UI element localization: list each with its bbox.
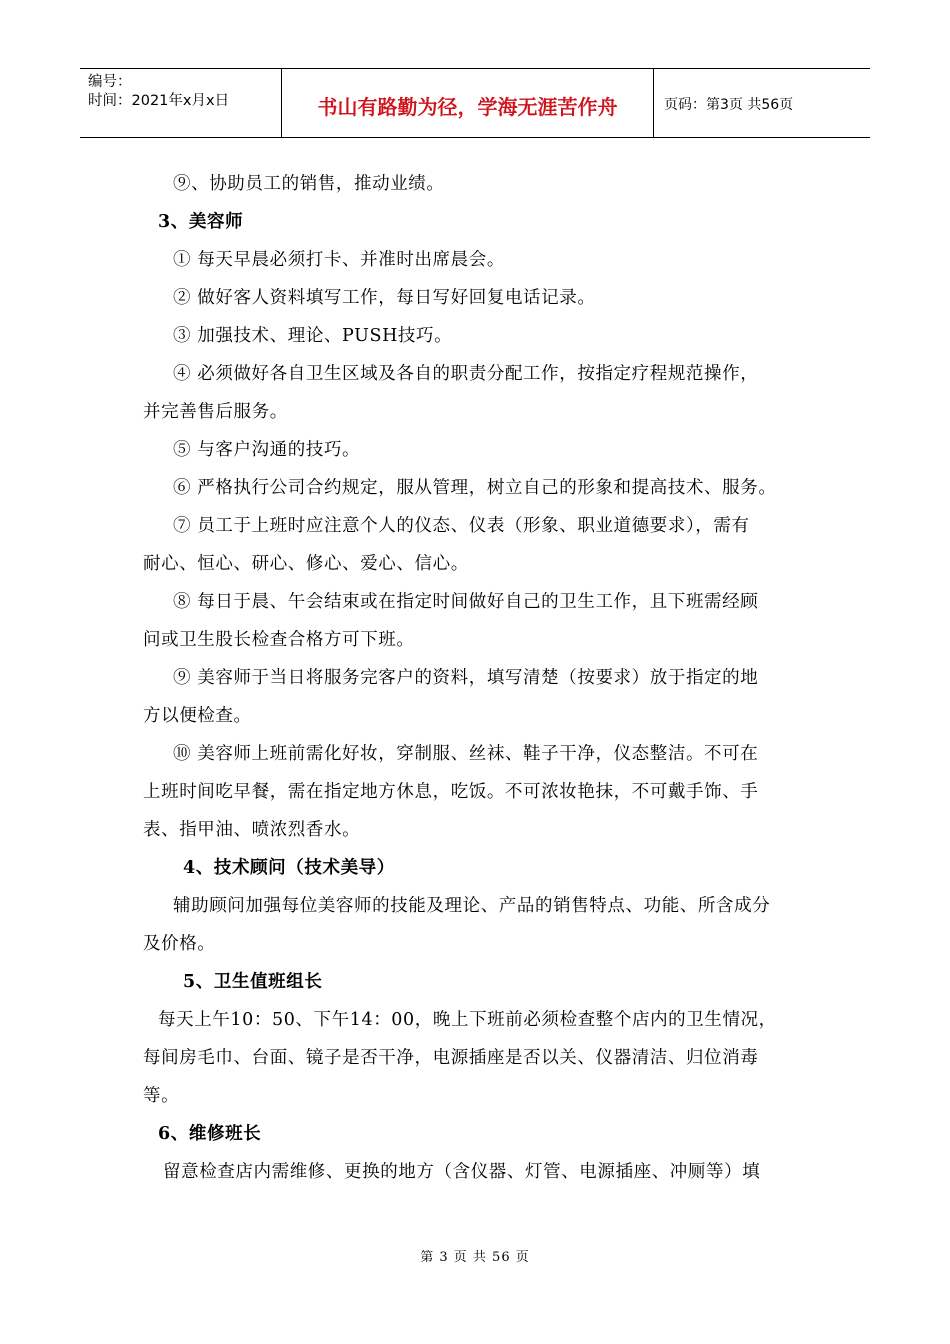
body-line: ③ 加强技术、理论、PUSH技巧。	[173, 326, 453, 346]
body-line: 上班时间吃早餐，需在指定地方休息，吃饭。不可浓妆艳抹，不可戴手饰、手	[143, 782, 759, 802]
section-heading: 4、技术顾问（技术美导）	[183, 858, 395, 878]
body-line: 及价格。	[143, 934, 216, 954]
header-motto: 书山有路勤为径，学海无涯苦作舟	[282, 69, 654, 137]
section-heading: 6、维修班长	[158, 1124, 262, 1144]
body-line: 方以便检查。	[143, 706, 252, 726]
body-line: ⑧ 每日于晨、午会结束或在指定时间做好自己的卫生工作，且下班需经顾	[173, 592, 759, 612]
time-label: 时间：2021年x月x日	[88, 93, 230, 109]
body-line: ⑩ 美容师上班前需化好妆，穿制服、丝袜、鞋子干净，仪态整洁。不可在	[173, 744, 759, 764]
body-line: 辅助顾问加强每位美容师的技能及理论、产品的销售特点、功能、所含成分	[173, 896, 771, 916]
page-footer: 第 3 页 共 56 页	[420, 1250, 530, 1265]
body-line: 并完善售后服务。	[143, 402, 288, 422]
body-line: 耐心、恒心、研心、修心、爱心、信心。	[143, 554, 469, 574]
body-line: ① 每天早晨必须打卡、并准时出席晨会。	[173, 250, 505, 270]
body-line: 留意检查店内需维修、更换的地方（含仪器、灯管、电源插座、冲厕等）填	[163, 1162, 761, 1182]
body-line: 表、指甲油、喷浓烈香水。	[143, 820, 361, 840]
document-header	[80, 68, 870, 138]
body-line: ⑨ 美容师于当日将服务完客户的资料，填写清楚（按要求）放于指定的地	[173, 668, 759, 688]
body-line: 问或卫生股长检查合格方可下班。	[143, 630, 415, 650]
body-line: 每间房毛巾、台面、镜子是否干净，电源插座是否以关、仪器清洁、归位消毒	[143, 1048, 759, 1068]
body-line: ⑨、协助员工的销售，推动业绩。	[173, 174, 445, 194]
header-page-info: 页码：第3页 共56页	[664, 97, 794, 113]
header-meta	[80, 69, 282, 137]
body-line: ② 做好客人资料填写工作，每日写好回复电话记录。	[173, 288, 596, 308]
number-label: 编号：	[88, 74, 132, 90]
body-line: 等。	[143, 1086, 180, 1106]
body-line: ④ 必须做好各自卫生区域及各自的职责分配工作，按指定疗程规范操作，	[173, 364, 759, 384]
body-line: 每天上午10：50、下午14：00，晚上下班前必须检查整个店内的卫生情况，	[158, 1010, 777, 1030]
section-heading: 5、卫生值班组长	[183, 972, 323, 992]
body-line: ⑥ 严格执行公司合约规定，服从管理，树立自己的形象和提高技术、服务。	[173, 478, 777, 498]
section-heading: 3、美容师	[158, 212, 244, 232]
body-line: ⑦ 员工于上班时应注意个人的仪态、仪表（形象、职业道德要求），需有	[173, 516, 750, 536]
body-line: ⑤ 与客户沟通的技巧。	[173, 440, 361, 460]
